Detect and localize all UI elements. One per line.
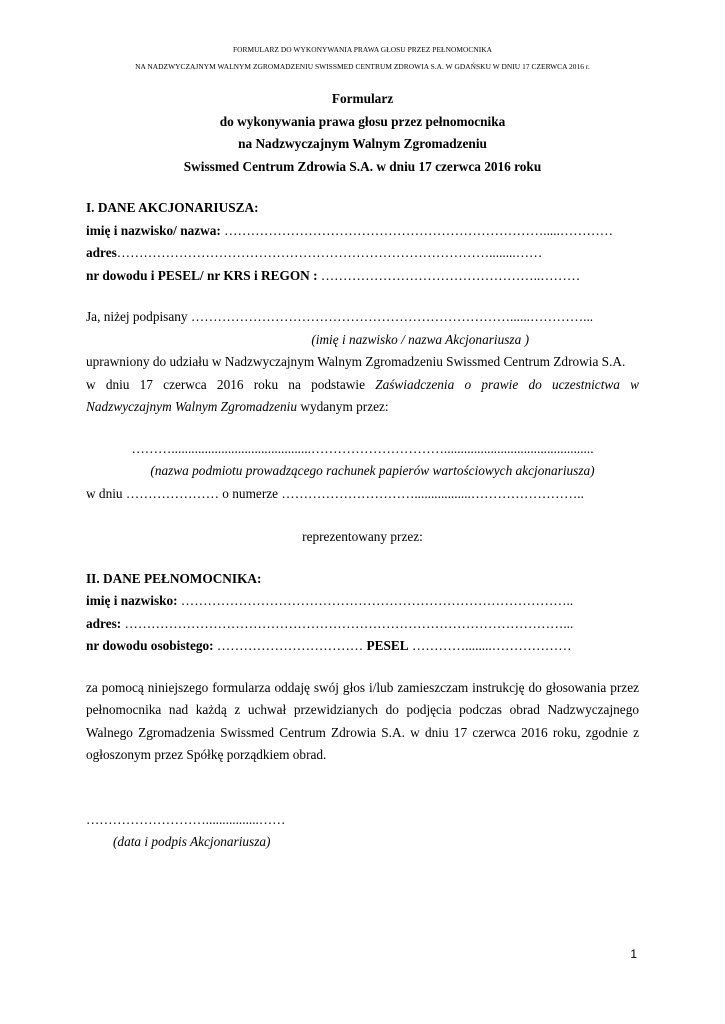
declaration-prefix: Ja, niżej podpisany [86, 309, 191, 324]
proxy-id-dots: …………………………… [213, 638, 367, 653]
declarant-name-dots: ………………………………………………………………......…………... [190, 309, 594, 324]
title-line-3: na Nadzwyczajnym Walnym Zgromadzeniu [238, 136, 487, 151]
proxy-pesel-label: PESEL [366, 638, 409, 653]
proxy-name-label: imię i nazwisko: [86, 593, 178, 608]
shareholder-section-heading: I. DANE AKCJONARIUSZA: [86, 200, 259, 215]
document-body [86, 88, 639, 854]
represented-by-label: reprezentowany przez: [302, 529, 423, 544]
shareholder-address-field[interactable] [86, 242, 639, 265]
proxy-address-label: adres: [86, 615, 122, 631]
proxy-name-field[interactable] [86, 590, 639, 613]
instruction-line-3: Walnego Zgromadzenia Swissmed Centrum Zdrowia S.A. w dniu 17 czerwca 2016 roku, zgodnie z [86, 724, 639, 740]
proxy-section-heading: II. DANE PEŁNOMOCNIKA: [86, 570, 262, 586]
title-line-1: Formularz [331, 91, 394, 106]
instruction-paragraph [86, 677, 639, 767]
shareholder-address-label: adres [86, 245, 117, 260]
declaration-line-3-italic: Nadzwyczajnym Walnym Zgromadzeniu [86, 399, 298, 414]
declaration-line-2-start: w dniu 17 czerwca 2016 roku na podstawie [86, 376, 376, 392]
declaration-line-1: uprawniony do udziału w Nadzwyczajnym Walnym Zgromadzeniu Swissmed Centrum Zdrowia S.A. [86, 354, 626, 369]
signature-hint: (data i podpis Akcjonariusza) [113, 834, 271, 849]
shareholder-name-field[interactable] [86, 220, 639, 243]
title-line-4: Swissmed Centrum Zdrowia S.A. w dniu 17 czerwca 2016 roku [183, 158, 542, 174]
certificate-date-dots: ………………… [125, 485, 219, 501]
proxy-address-dots: ………………………………………………………………………………………... [121, 615, 574, 631]
certificate-number-dots: ………………………….................…………………….. [281, 485, 584, 501]
shareholder-id-dots: …………………………………………..……… [317, 267, 581, 283]
declarant-name-field[interactable] [86, 306, 639, 329]
certificate-number-label: o numerze [218, 485, 282, 501]
signature-block [86, 809, 639, 854]
proxy-address-field[interactable] [86, 613, 639, 636]
running-header-line-2: NA NADZWYCZAJNYM WALNYM ZGROMADZENIU SWISSMED CENTRUM ZDROWIA S.A. W GDAŃSKU W DNIU 17 CZERWCA 2016 r. [135, 62, 590, 71]
instruction-line-4: ogłoszonym przez Spółkę porządkiem obrad. [86, 747, 327, 762]
shareholder-name-label: imię i nazwisko/ nazwa: [86, 222, 221, 238]
certificate-date-prefix: w dniu [86, 485, 126, 501]
proxy-pesel-dots: …………........……………… [408, 638, 572, 653]
issuing-entity-dots: ………..........................................…………………………............................................. [131, 440, 594, 456]
declarant-name-hint: (imię i nazwisko / nazwa Akcjonariusza ) [311, 331, 529, 347]
shareholder-id-field[interactable] [86, 265, 639, 288]
declaration-line-2-italic: Zaświadczenia o prawie do uczestnictwa w [375, 376, 640, 392]
shareholder-section [86, 197, 639, 287]
title-line-2: do wykonywania prawa głosu przez pełnomocnika [219, 113, 506, 129]
proxy-section [86, 568, 639, 658]
running-header [0, 41, 725, 75]
signature-dots: ………………………................…… [86, 811, 286, 827]
running-header-line-1: FORMULARZ DO WYKONYWANIA PRAWA GŁOSU PRZEZ PEŁNOMOCNIKA [232, 45, 493, 54]
declaration-line-3 [86, 396, 639, 419]
declaration-section [86, 306, 639, 549]
issuing-entity-field[interactable] [86, 438, 639, 461]
declaration-line-3-end: wydanym przez: [297, 399, 389, 414]
issuing-entity-hint: (nazwa podmiotu prowadzącego rachunek papierów wartościowych akcjonariusza) [150, 463, 595, 478]
instruction-line-2: pełnomocnika nad każdą z uchwał przewidzianych do podjęcia podczas obrad Nadzwyczajnego [86, 702, 639, 717]
proxy-id-field[interactable] [86, 635, 639, 658]
shareholder-name-dots: ……………………………………………………………….....………… [220, 222, 614, 238]
instruction-line-1: za pomocą niniejszego formularza oddaję swój głos i/lub zamieszczam instrukcję do głosowania przez [86, 679, 639, 695]
signature-field[interactable] [86, 809, 639, 832]
page-number: 1 [630, 947, 637, 961]
shareholder-address-dots: …………………………………………………………………………........…… [116, 245, 543, 260]
document-title [86, 88, 639, 178]
proxy-id-label: nr dowodu osobistego: [86, 638, 214, 653]
proxy-name-dots: …………………………………………………………………………….. [177, 593, 574, 608]
certificate-date-number-field[interactable] [86, 483, 639, 506]
shareholder-id-label: nr dowodu i PESEL/ nr KRS i REGON : [86, 267, 318, 283]
declaration-line-2 [86, 374, 639, 397]
